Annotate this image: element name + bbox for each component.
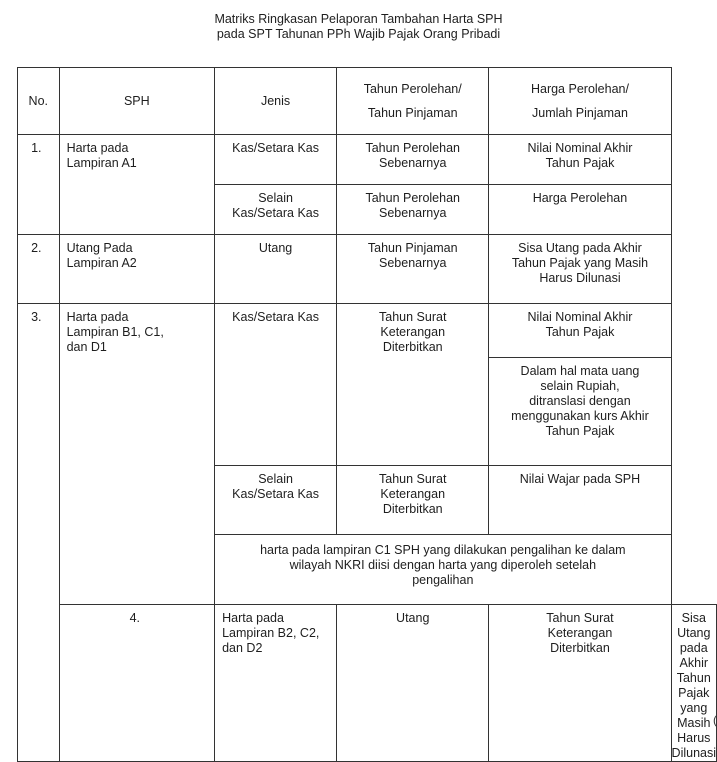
table-row [18, 605, 717, 762]
sph-line: dan D1 [66, 340, 107, 354]
note-line: wilayah NKRI diisi dengan harta yang diperoleh setelah [289, 558, 597, 572]
harga-line: Sisa Utang pada Akhir [677, 611, 711, 670]
harga-cell [489, 466, 671, 535]
table-row [18, 304, 717, 358]
summary-matrix-table [17, 67, 717, 762]
document-title [0, 12, 717, 42]
jenis-cell [215, 235, 337, 304]
tahun-cell [337, 185, 489, 235]
note-line: harta pada lampiran C1 SPH yang dilakukan pengalihan ke dalam [260, 543, 626, 557]
harga-line: Tahun Pajak [545, 156, 615, 170]
jenis-line: Utang [258, 241, 293, 255]
harga-line: Tahun Pajak [545, 424, 615, 438]
harga-line: Harus Dilunasi [539, 271, 621, 285]
tahun-line: Keterangan [380, 325, 446, 339]
tahun-line: Diterbitkan [382, 340, 443, 354]
row-number: 4. [59, 605, 215, 762]
tahun-line: Sebenarnya [379, 206, 447, 220]
sph-line: Lampiran A1 [66, 156, 137, 170]
harga-line: Harus Dilunasi [671, 731, 717, 760]
sph-line: Harta pada [66, 310, 129, 324]
harga-line: Harga Perolehan [532, 191, 628, 205]
row-number: 3. [18, 304, 60, 762]
tahun-line: Diterbitkan [382, 502, 443, 516]
harga-cell [489, 235, 671, 304]
jenis-line: Utang [396, 611, 430, 625]
jenis-cell [215, 304, 337, 466]
tahun-cell [337, 235, 489, 304]
jenis-line: Kas/Setara Kas [232, 310, 320, 324]
tahun-line: Tahun Pinjaman [367, 241, 458, 255]
tahun-line: Sebenarnya [379, 256, 447, 270]
title-line-2: pada SPT Tahunan PPh Wajib Pajak Orang Pribadi [216, 27, 501, 41]
harga-line: Dalam hal mata uang [520, 364, 640, 378]
sph-line: Lampiran A2 [66, 256, 137, 270]
harga-cell [489, 304, 671, 358]
header-tahun-line-2: Tahun Pinjaman [367, 106, 458, 120]
harga-cell [489, 135, 671, 185]
sph-cell [215, 605, 337, 762]
harga-line: Sisa Utang pada Akhir [518, 241, 642, 255]
tahun-line: Tahun Surat [379, 310, 447, 324]
tahun-cell [489, 605, 671, 762]
harga-line: Tahun Pajak [545, 325, 615, 339]
tahun-line: Sebenarnya [379, 156, 447, 170]
jenis-cell [215, 466, 337, 535]
header-tahun-line-1: Tahun Perolehan/ [363, 82, 462, 96]
sph-cell [59, 135, 215, 235]
jenis-line: Selain [258, 472, 293, 486]
harga-line: menggunakan kurs Akhir [511, 409, 649, 423]
harga-line: Tahun Pajak yang Masih [511, 256, 649, 270]
header-sph: SPH [59, 68, 215, 135]
tahun-cell [337, 304, 489, 466]
sph-line: Harta pada [66, 141, 129, 155]
tahun-line: Keterangan [547, 626, 613, 640]
harga-cell [489, 185, 671, 235]
harga-cell [489, 358, 671, 466]
tahun-line: Tahun Surat [546, 611, 614, 625]
tahun-line: Diterbitkan [550, 641, 610, 655]
tahun-cell [337, 466, 489, 535]
note-cell [215, 535, 671, 605]
header-harga-line-1: Harga Perolehan/ [530, 82, 629, 96]
sph-cell [59, 304, 215, 605]
jenis-line: Kas/Setara Kas [232, 487, 320, 501]
harga-line: selain Rupiah, [540, 379, 620, 393]
tahun-line: Tahun Perolehan [365, 141, 460, 155]
header-tahun [337, 68, 489, 135]
header-harga [489, 68, 671, 135]
sph-line: dan D2 [222, 641, 263, 655]
row-number: 2. [18, 235, 60, 304]
tahun-line: Keterangan [380, 487, 446, 501]
jenis-line: Selain [258, 191, 293, 205]
jenis-cell [215, 135, 337, 185]
header-row [18, 68, 717, 135]
sph-line: Lampiran B2, C2, [222, 626, 320, 640]
sph-line: Utang Pada [66, 241, 133, 255]
harga-cell [671, 605, 716, 762]
harga-line: ditranslasi dengan [529, 394, 631, 408]
tahun-line: Tahun Surat [379, 472, 447, 486]
harga-line: Nilai Wajar pada SPH [519, 472, 641, 486]
harga-line: Nilai Nominal Akhir [527, 310, 633, 324]
header-no: No. [18, 68, 60, 135]
jenis-cell [337, 605, 489, 762]
sph-line: Lampiran B1, C1, [66, 325, 164, 339]
page-edge-mark: ( [713, 713, 717, 727]
table-row [18, 135, 717, 185]
title-line-1: Matriks Ringkasan Pelaporan Tambahan Harta SPH [214, 12, 503, 26]
jenis-line: Kas/Setara Kas [232, 206, 320, 220]
sph-cell [59, 235, 215, 304]
row-number: 1. [18, 135, 60, 235]
header-jenis: Jenis [215, 68, 337, 135]
jenis-cell [215, 185, 337, 235]
tahun-line: Tahun Perolehan [365, 191, 460, 205]
jenis-line: Kas/Setara Kas [232, 141, 320, 155]
header-harga-line-2: Jumlah Pinjaman [532, 106, 628, 120]
sph-line: Harta pada [222, 611, 284, 625]
harga-line: Nilai Nominal Akhir [527, 141, 633, 155]
note-line: pengalihan [412, 573, 474, 587]
table-row [18, 235, 717, 304]
harga-line: Tahun Pajak yang Masih [676, 671, 711, 730]
tahun-cell [337, 135, 489, 185]
